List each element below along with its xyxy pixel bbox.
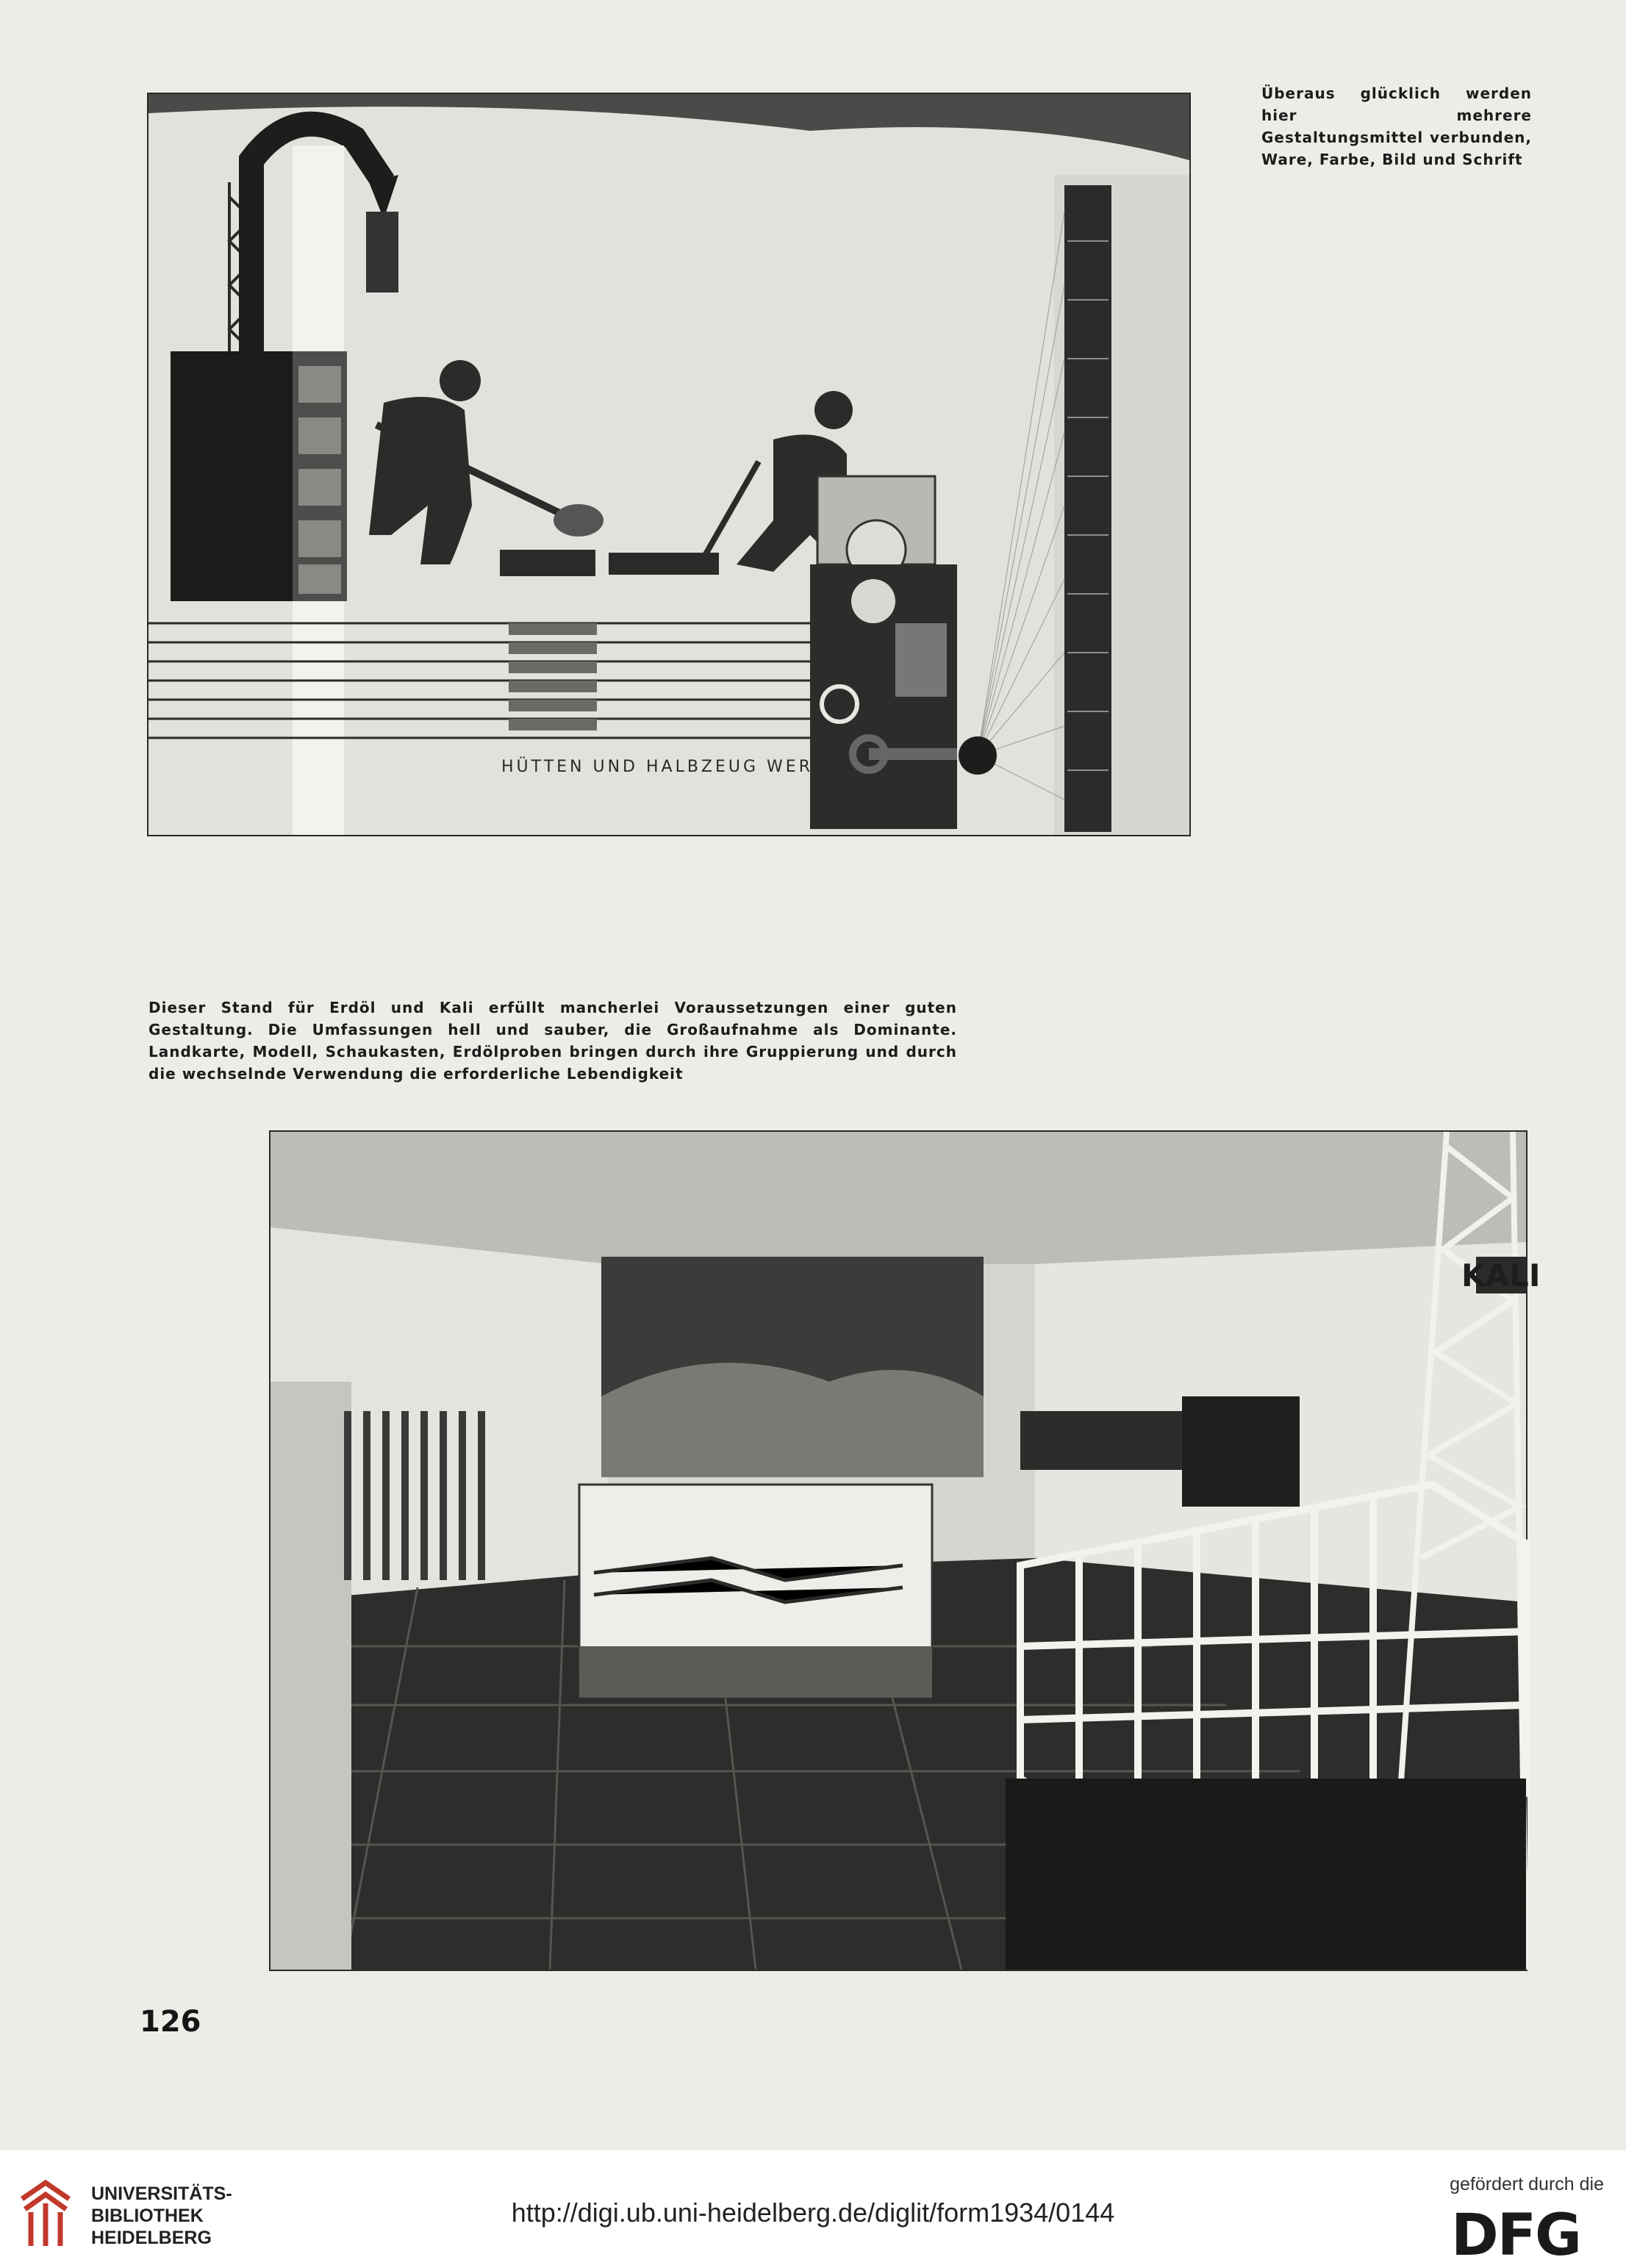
bottom-photo-caption: Dieser Stand für Erdöl und Kali erfüllt mancherlei Voraussetzungen einer guten Gestaltung. Die Umfassungen hell und sauber, die Großaufnahme als Dominante. Landkarte, Modell, Schaukasten, Erdölproben bringen durch ihre Gruppierung und durch die wechselnde Verwendung die erforderliche Lebendigkeit — [148, 999, 957, 1083]
wall-sign-text: HÜTTEN UND HALBZEUG WERKE — [501, 758, 840, 776]
exhibition-wall-photo — [147, 93, 1191, 836]
top-photo-caption: Überaus glücklich werden hier mehrere Gestaltungsmittel verbunden, Ware, Farbe, Bild und Schrift — [1261, 85, 1532, 168]
kali-sign-text: KALI — [1461, 1257, 1541, 1293]
source-url-link[interactable]: http://digi.ub.uni-heidelberg.de/diglit/form1934/0144 — [511, 2197, 1115, 2228]
exhibition-wall-illustration — [148, 94, 1189, 835]
footer-bar — [0, 2150, 1626, 2268]
dfg-logo-text: DFG — [1451, 2203, 1581, 2268]
library-name: UNIVERSITÄTS- BIBLIOTHEK HEIDELBERG — [91, 2183, 232, 2248]
funding-note: gefördert durch die — [1450, 2174, 1604, 2195]
dfg-logo-icon — [1451, 2203, 1604, 2268]
page-number: 126 — [140, 2005, 201, 2039]
exhibition-stand-photo — [269, 1130, 1541, 1971]
exhibition-stand-illustration — [271, 1132, 1541, 1970]
